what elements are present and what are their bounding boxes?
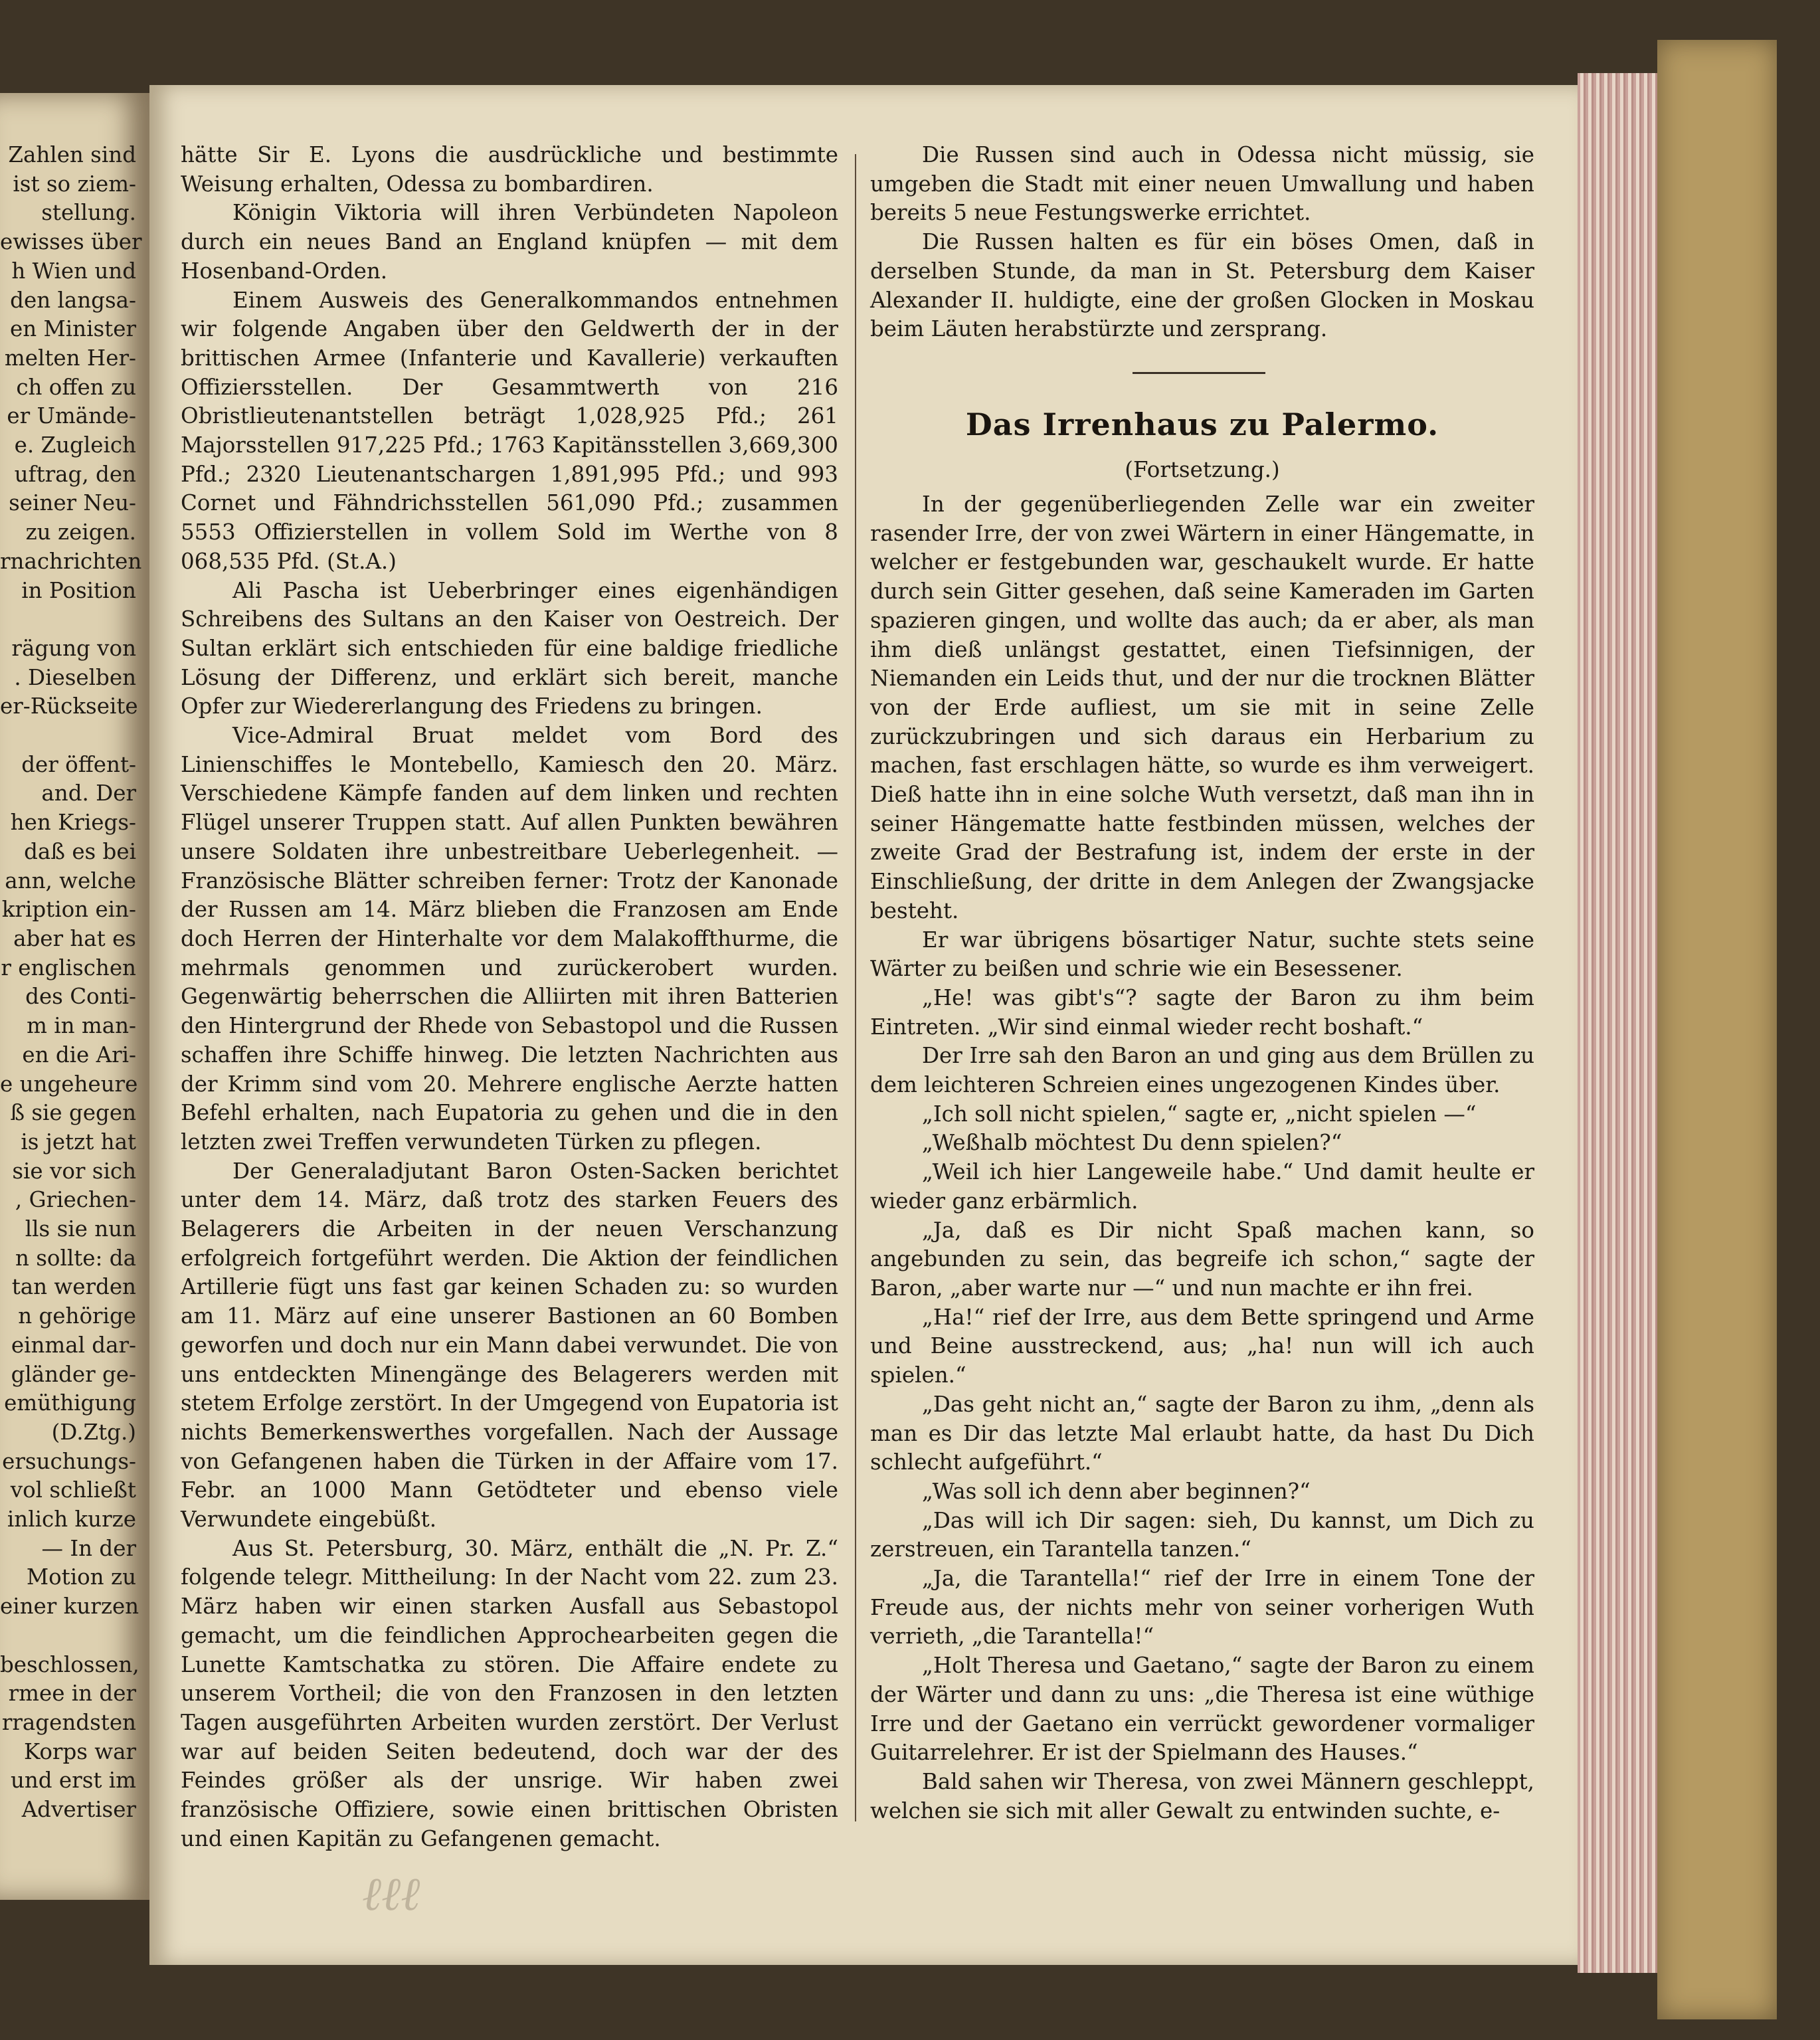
column-divider <box>855 154 856 1821</box>
fragment-line: Zahlen sind <box>8 142 136 167</box>
fragment-line: inlich kurze <box>7 1507 136 1532</box>
fragment-line: r englischen <box>1 955 136 980</box>
fragment-line: rragendsten <box>1 1709 136 1735</box>
fragment-line: sie vor sich <box>12 1158 136 1184</box>
fragment-line: einer kurzen <box>0 1594 139 1620</box>
fragment-line: kription ein- <box>1 897 136 923</box>
fragment-line: aber hat es <box>13 925 136 951</box>
left-page-fragments <box>0 141 142 1825</box>
fragment-line: , Griechen- <box>15 1187 136 1213</box>
fragment-line: den langsa- <box>10 287 136 313</box>
fragment-line: der öffent- <box>21 751 136 777</box>
fragment-line: in Position <box>21 577 136 603</box>
paragraph: Einem Ausweis des Generalkommandos entnehmen wir folgende Angaben über den Geldwerth der in der brittischen Armee (Infanterie und Kavallerie) verkauften Offiziersstellen. Der Gesammtwerth von 216 Obristlieutenantstellen beträgt 1,028,925 Pfd.; 261 Majorsstellen 917,225 Pfd.; 1763 Kapitänsstellen 3,669,300 Pfd.; 2320 Lieutenantschargen 1,891,995 Pfd.; und 993 Cornet und Fähndrichsstellen 561,090 Pfd.; zusammen 5553 Offizierstellen in vollem Sold im Werthe von 8 068,535 Pfd. (St.A.) <box>181 287 838 574</box>
page-edges <box>1578 73 1657 1973</box>
fragment-line: ewisses über <box>0 229 142 255</box>
article-heading: Das Irrenhaus zu Palermo. <box>965 407 1439 442</box>
paragraph: In der gegenüberliegenden Zelle war ein zweiter rasender Irre, der von zwei Wärtern in einer Hängematte, in welcher er festgebunden war, geschaukelt wurde. Er hatte durch sein Gitter gesehen, daß seine Kameraden im Garten spazieren gingen, und wollte das auch; da er aber, als man ihm dieß unlängst gestattet, einen Tiefsinnigen, der Niemanden ein Leids thut, und der nur die trocknen Blätter von der Erde aufliest, um sie mit in seine Zelle zurückzubringen und sich daraus ein Herbarium zu machen, fast erschlagen hätte, so wurde es ihm verweigert. Dieß hatte ihn in eine solche Wuth versetzt, daß man ihn in seiner Hängematte hatte festbinden müssen, welches der zweite Grad der Bestrafung ist, indem der erste in der Einschließung, der dritte in dem Anlegen der Zwangsjacke besteht. <box>870 492 1534 923</box>
paragraph: „Das geht nicht an,“ sagte der Baron zu ihm, „denn als man es Dir das letzte Mal erlaubt hatte, da hast Du Dich schlecht aufgeführt.“ <box>870 1391 1534 1475</box>
fragment-line: e. Zugleich <box>14 432 136 458</box>
paragraph: „Ha!“ rief der Irre, aus dem Bette springend und Arme und Beine ausstreckend, aus; „ha! nun will ich auch spielen.“ <box>870 1304 1534 1388</box>
fragment-line: and. Der <box>41 781 136 806</box>
paragraph: Die Russen sind auch in Odessa nicht müssig, sie umgeben die Stadt mit einer neuen Umwallung und haben bereits 5 neue Festungswerke errichtet. <box>870 142 1534 226</box>
fragment-line: . Dieselben <box>14 664 136 690</box>
column-right-top <box>870 141 1534 344</box>
fragment-line: tan werden <box>11 1274 136 1300</box>
pencil-scribble: ℓℓℓ <box>362 1867 420 1921</box>
fragment-line <box>0 1622 136 1651</box>
fragment-line: und erst im <box>10 1768 136 1794</box>
fragment-line: hen Kriegs- <box>10 810 136 836</box>
fragment-line: ersuchungs- <box>2 1448 136 1474</box>
fragment-line: uftrag, den <box>14 461 136 487</box>
fragment-line: rnachrichten <box>0 548 142 574</box>
fragment-line: ist so ziem- <box>13 171 136 197</box>
fragment-line: n sollte: da <box>15 1245 136 1271</box>
fragment-line: is jetzt hat <box>21 1129 136 1155</box>
paragraph: Der Generaladjutant Baron Osten-Sacken berichtet unter dem 14. März, daß trotz des starken Feuers des Belagerers die Arbeiten in der neuen Verschanzung erfolgreich fortgeführt werden. Die Aktion der feindlichen Artillerie fügt uns fast gar keinen Schaden zu: so wurden am 11. März auf eine unserer Bastionen an 60 Bomben geworfen und doch nur ein Mann dabei verwundet. Die von uns entdeckten Minengänge des Belagerers werden mit stetem Erfolge zerstört. In der Umgegend von Eupatoria ist nichts Bemerkenswerthes vorgefallen. Nach der Aussage von Gefangenen haben die Türken in der Affaire vom 17. Febr. an 1000 Mann Getödteter und ebenso viele Verwundete eingebüßt. <box>181 1158 838 1532</box>
fragment-line: — In der <box>41 1535 136 1561</box>
paragraph: Bald sahen wir Theresa, von zwei Männern geschleppt, welchen sie sich mit aller Gewalt zu entwinden suchte, e- <box>870 1768 1534 1823</box>
fragment-line: en Minister <box>9 316 136 342</box>
article-subheading: (Fortsetzung.) <box>1125 457 1280 482</box>
paragraph: „He! was gibt's“? sagte der Baron zu ihm beim Eintreten. „Wir sind einmal wieder recht boshaft.“ <box>870 984 1534 1040</box>
fragment-line: gländer ge- <box>11 1361 136 1387</box>
paragraph: „Holt Theresa und Gaetano,“ sagte der Baron zu einem der Wärter und dann zu uns: „die Theresa ist eine wüthige Irre und der Gaetano ein verrückt gewordener vormaliger Guitarrelehrer. Er ist der Spielmann des Hauses.“ <box>870 1653 1534 1766</box>
paragraph: „Weil ich hier Langeweile habe.“ Und damit heulte er wieder ganz erbärmlich. <box>870 1159 1534 1214</box>
fragment-line: er-Rückseite <box>0 694 138 719</box>
fragment-line <box>0 605 136 634</box>
fragment-line: ß sie gegen <box>10 1100 136 1126</box>
fragment-line: seiner Neu- <box>9 490 136 516</box>
fragment-line: ch offen zu <box>16 374 136 400</box>
fragment-line: melten Her- <box>4 345 136 371</box>
fragment-line: n gehörige <box>18 1303 136 1329</box>
paragraph: Aus St. Petersburg, 30. März, enthält die „N. Pr. Z.“ folgende telegr. Mittheilung: In der Nacht vom 22. zum 23. März haben wir einen starken Ausfall aus Sebastopol gemacht, um die feindlichen Approchearbeiten gegen die Lunette Kamtschatka zu stören. Die Affaire endete zu unserem Vortheil; die von den Franzosen in den letzten Tagen ausgeführten Arbeiten wurden zerstört. Der Verlust war auf beiden Seiten bedeutend, doch war der des Feindes größer als der unsrige. Wir haben zwei französische Offiziere, sowie einen brittischen Obristen und einen Kapitän zu Gefangenen gemacht. <box>181 1535 838 1851</box>
fragment-line: zu zeigen. <box>25 519 136 545</box>
fragment-line: lls sie nun <box>25 1216 136 1242</box>
paragraph: „Ja, daß es Dir nicht Spaß machen kann, so angebunden zu sein, das begreife ich schon,“ sagte der Baron, „aber warte nur —“ und nun machte er ihn frei. <box>870 1217 1534 1301</box>
paragraph: Er war übrigens bösartiger Natur, suchte stets seine Wärter zu beißen und schrie wie ein Besessener. <box>870 927 1534 982</box>
fragment-line: daß es bei <box>24 838 136 864</box>
fragment-line: rägung von <box>11 635 136 661</box>
fragment-line: h Wien und <box>11 258 136 284</box>
paragraph: „Ja, die Tarantella!“ rief der Irre in einem Tone der Freude aus, der nichts mehr von seiner vorherigen Wuth verrieth, „die Tarantella!“ <box>870 1566 1534 1649</box>
fragment-line <box>0 721 136 751</box>
fragment-line: Motion zu <box>26 1564 136 1590</box>
column-left <box>181 141 838 1853</box>
paragraph: „Ich soll nicht spielen,“ sagte er, „nicht spielen —“ <box>922 1101 1477 1127</box>
paragraph: Königin Viktoria will ihren Verbündeten Napoleon durch ein neues Band an England knüpfen — mit dem Hosenband-Orden. <box>181 200 838 284</box>
paragraph: „Das will ich Dir sagen: sieh, Du kannst, um Dich zu zerstreuen, ein Tarantella tanzen.“ <box>870 1507 1534 1562</box>
fragment-line: emüthigung <box>4 1390 136 1416</box>
paragraph: Vice-Admiral Bruat meldet vom Bord des Linienschiffes le Montebello, Kamiesch den 20. März. Verschiedene Kämpfe fanden auf dem linken und rechten Flügel unserer Truppen statt. Auf allen Punkten bewähren unsere Soldaten ihre unbestreitbare Ueberlegenheit. — Französische Blätter schreiben ferner: Trotz der Kanonade der Russen am 14. März blieben die Franzosen am Ende doch Herren der Hinterhalte vor dem Malakoffthurme, die mehrmals genommen und zurückerobert wurden. Gegenwärtig beherrschen die Alliirten mit ihren Batterien den Hintergrund der Rhede von Sebastopol und die Russen schaffen ihre Schiffe hinweg. Die letzten Nachrichten aus der Krimm sind vom 20. Mehrere englische Aerzte hatten Befehl erhalten, nach Eupatoria zu gehen und die in den letzten zwei Treffen verwundeten Türken zu pflegen. <box>181 723 838 1155</box>
fragment-line: en die Ari- <box>22 1042 136 1067</box>
book-cover <box>1657 40 1777 2019</box>
fragment-line: er Umände- <box>7 403 136 429</box>
column-right-story <box>870 490 1534 1825</box>
fragment-line: e ungeheure <box>0 1071 138 1097</box>
paragraph: „Weßhalb möchtest Du denn spielen?“ <box>922 1130 1342 1156</box>
fragment-line: beschlossen, <box>0 1651 139 1677</box>
fragment-line: ann, welche <box>5 868 136 893</box>
paragraph: Der Irre sah den Baron an und ging aus dem Brüllen zu dem leichteren Schreien eines ungezogenen Kindes über. <box>870 1043 1534 1098</box>
paragraph: hätte Sir E. Lyons die ausdrückliche und bestimmte Weisung erhalten, Odessa zu bombardiren. <box>181 142 838 197</box>
fragment-line: (D.Ztg.) <box>51 1419 136 1445</box>
fragment-line: Korps war <box>23 1738 136 1764</box>
fragment-line: Advertiser <box>21 1797 136 1823</box>
fragment-line: stellung. <box>41 200 136 226</box>
fragment-line: rmee in der <box>8 1681 136 1707</box>
section-divider <box>1133 372 1265 374</box>
fragment-line: des Conti- <box>25 984 136 1010</box>
paragraph: „Was soll ich denn aber beginnen?“ <box>922 1478 1311 1504</box>
fragment-line: einmal dar- <box>11 1332 136 1358</box>
fragment-line: m in man- <box>27 1013 136 1039</box>
fragment-line: vol schließt <box>10 1477 136 1503</box>
paragraph: Die Russen halten es für ein böses Omen, daß in derselben Stunde, da man in St. Petersburg dem Kaiser Alexander II. huldigte, eine der großen Glocken in Moskau beim Läuten herabstürzte und zersprang. <box>870 229 1534 342</box>
paragraph: Ali Pascha ist Ueberbringer eines eigenhändigen Schreibens des Sultans an den Kaiser von Oestreich. Der Sultan erklärt sich entschieden für eine baldige friedliche Lösung der Differenz, und erklärt sich bereit, manche Opfer zur Wiedererlangung des Friedens zu bringen. <box>181 577 838 719</box>
